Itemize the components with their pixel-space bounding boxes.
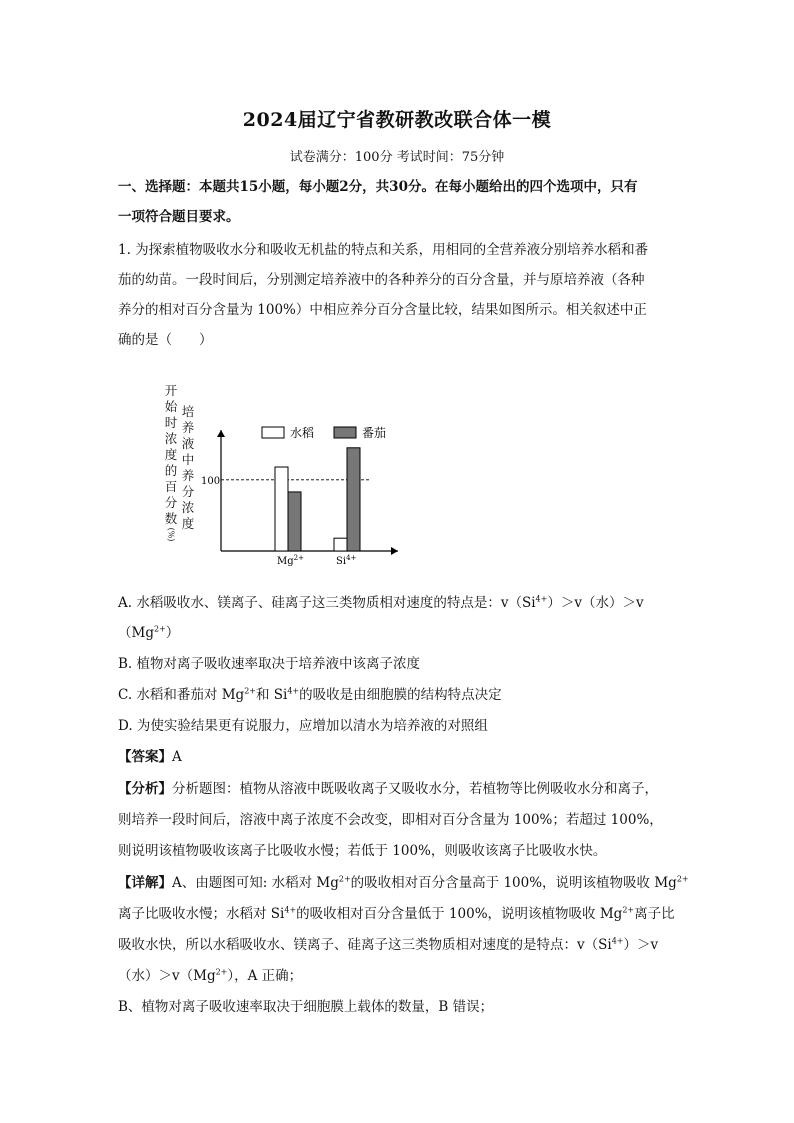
inner-y-label-char: 分 <box>181 484 195 499</box>
answer-tag: 【答案】 <box>118 749 172 765</box>
ref-tick-label: 100 <box>201 475 221 487</box>
detail-line-2: 离子比吸收水慢；水稻对 $Si^{4+}$的吸收相对百分含量低于 100%，说明该植物吸收 $Mg^{2+}$离子比 <box>118 905 675 922</box>
inner-y-label-char: 浓 <box>181 500 195 515</box>
inner-y-label-char: 养 <box>181 420 195 435</box>
inner-y-label-char: 中 <box>181 452 195 467</box>
analysis-line-3: 则说明该植物吸收该离子比吸收水慢；若低于 100%，则吸收该离子比吸收水快。 <box>118 843 607 859</box>
outer-y-label-char: 分 <box>164 495 178 510</box>
answer-line <box>118 748 182 766</box>
answer-value: A <box>172 749 182 765</box>
outer-y-label-char: (%) <box>166 527 176 542</box>
outer-y-label-char: 度 <box>164 447 178 462</box>
exam-info: 试卷满分：100分 考试时间：75分钟 <box>289 150 505 165</box>
bar-tomato-si <box>347 448 360 551</box>
inner-y-label-char: 液 <box>181 436 195 451</box>
legend-swatch-tomato <box>334 427 356 438</box>
inner-y-label-char: 度 <box>181 516 195 531</box>
outer-y-label-char: 百 <box>164 479 178 494</box>
detail-line-1: 【详解】A、由题图可知: 水稻对 $Mg^{2+}$的吸收相对百分含量高于 100%，说明该植物吸收 $Mg^{2+}$ <box>118 874 689 891</box>
legend-swatch-rice <box>262 427 284 438</box>
option-a-line-2: $(Mg^{2+})$ <box>118 624 180 641</box>
option-d: D. 为使实验结果更有说服力，应增加以清水为培养液的对照组 <box>118 718 488 734</box>
bar-rice-si <box>334 538 347 551</box>
x-axis-arrow <box>391 547 398 555</box>
page-title: 2024届辽宁省教研教改联合体一模 <box>242 109 552 131</box>
chart-canvas <box>148 378 408 568</box>
legend-label-tomato: 番茄 <box>362 426 387 440</box>
outer-y-label-char: 数 <box>164 511 178 526</box>
question-stem-line-3: 养分的相对百分含量为 100%）中相应养分百分含量比较，结果如图所示。相关叙述中正 <box>118 302 647 318</box>
outer-y-label-char: 开 <box>164 383 178 398</box>
detail-line-5: B、植物对离子吸收速率取决于细胞膜上载体的数量，B 错误； <box>118 999 494 1015</box>
section-heading-line-1: 一、选择题：本题共15小题，每小题2分，共30分。在每小题给出的四个选项中，只有 <box>118 179 638 195</box>
outer-y-label-char: 浓 <box>164 431 178 446</box>
question-stem-line-1: 1. 为探索植物吸收水分和吸收无机盐的特点和关系，用相同的全营养液分别培养水稻和番 <box>118 242 649 258</box>
bar-tomato-mg <box>288 492 301 551</box>
x-tick-label-mg: $Mg^{2+}$ <box>277 554 304 567</box>
inner-y-label-char: 养 <box>181 468 195 483</box>
analysis-tag: 【分析】 <box>118 781 172 797</box>
outer-y-label-char: 始 <box>164 399 178 414</box>
analysis-line-2: 则培养一段时间后，溶液中离子浓度不会改变，即相对百分含量为 100%；若超过 100%， <box>118 812 663 828</box>
bar-chart <box>148 378 408 568</box>
section-heading-line-2: 一项符合题目要求。 <box>118 209 240 225</box>
legend-label-rice: 水稻 <box>290 426 315 440</box>
option-b: B. 植物对离子吸收速率取决于培养液中该离子浓度 <box>118 656 421 672</box>
detail-line-4: （水）$>v(Mg^{2+})$，A 正确； <box>118 967 303 984</box>
bar-rice-mg <box>275 467 288 551</box>
detail-tag: 【详解】 <box>118 875 172 891</box>
x-tick-label-si: $Si^{4+}$ <box>336 554 357 567</box>
outer-y-label-char: 的 <box>164 463 178 478</box>
analysis-line-1: 【分析】分析题图：植物从溶液中既吸收离子又吸收水分，若植物等比例吸收水分和离子， <box>118 781 658 797</box>
inner-y-label-char: 培 <box>181 404 195 419</box>
y-axis-arrow <box>217 430 225 437</box>
detail-line-3: 吸收水快，所以水稻吸收水、镁离子、硅离子这三类物质相对速度的是特点：$v(Si^{4+})>v$ <box>118 936 659 953</box>
option-c: C. 水稻和番茄对 $Mg^{2+}$和 $Si^{4+}$的吸收是由细胞膜的结构特点决定 <box>118 686 502 703</box>
question-stem-line-2: 茄的幼苗。一段时间后，分别测定培养液中的各种养分的百分含量，并与原培养液（各种 <box>118 272 645 288</box>
outer-y-label-char: 时 <box>164 415 178 430</box>
option-a-line-1: A. 水稻吸收水、镁离子、硅离子这三类物质相对速度的特点是：$v(Si^{4+})>v$（水）＞v <box>118 594 644 611</box>
question-stem-line-4: 确的是（ ） <box>118 332 213 348</box>
